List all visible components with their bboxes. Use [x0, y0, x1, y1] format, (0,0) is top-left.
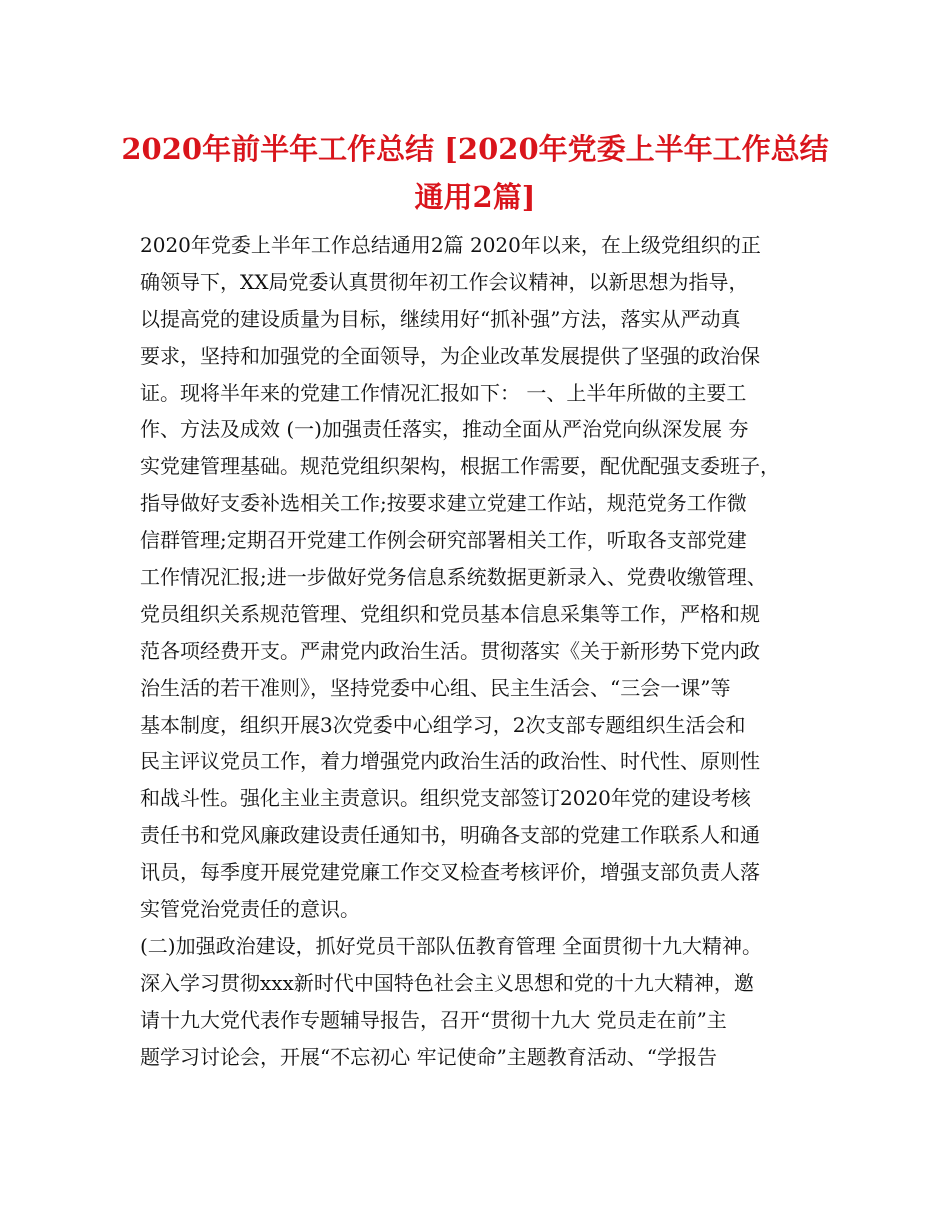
body-line: 实党建管理基础。规范党组织架构，根据工作需要，配优配强支委班子，: [140, 454, 780, 479]
body-line: 讯员，每季度开展党建党廉工作交叉检查考核评价，增强支部负责人落: [140, 860, 760, 885]
body-line: 题学习讨论会，开展“不忘初心 牢记使命”主题教育活动、“学报告: [140, 1044, 718, 1069]
body-line: 党员组织关系规范管理、党组织和党员基本信息采集等工作，严格和规: [140, 601, 760, 626]
body-line: 以提高党的建设质量为目标，继续用好“抓补强”方法，落实从严动真: [140, 306, 741, 331]
body-line: 基本制度，组织开展3次党委中心组学习，2次支部专题组织生活会和: [140, 712, 746, 737]
body-line: 责任书和党风廉政建设责任通知书，明确各支部的党建工作联系人和通: [140, 823, 760, 848]
body-line: 要求，坚持和加强党的全面领导，为企业改革发展提供了坚强的政治保: [140, 343, 760, 368]
body-line: 工作情况汇报;进一步做好党务信息系统数据更新录入、党费收缴管理、: [140, 565, 767, 590]
body-line: 证。现将半年来的党建工作情况汇报如下： 一、上半年所做的主要工: [140, 380, 747, 405]
document-body: [140, 227, 830, 1075]
body-line: 治生活的若干准则》，坚持党委中心组、民主生活会、“三会一课”等: [140, 675, 731, 700]
body-line: 民主评议党员工作，着力增强党内政治生活的政治性、时代性、原则性: [140, 749, 760, 774]
body-line: 请十九大党代表作专题辅导报告，召开“贯彻十九大 党员走在前”主: [140, 1007, 727, 1032]
document-title-line-2: 通用2篇]: [414, 180, 536, 214]
body-line: 确领导下，XX局党委认真贯彻年初工作会议精神，以新思想为指导，: [140, 269, 749, 294]
body-line: 信群管理;定期召开党建工作例会研究部署相关工作，听取各支部党建: [140, 528, 747, 553]
body-line: 2020年党委上半年工作总结通用2篇 2020年以来，在上级党组织的正: [140, 233, 761, 257]
body-line: 指导做好支委补选相关工作;按要求建立党建工作站，规范党务工作微: [140, 491, 747, 516]
body-line: 和战斗性。强化主业主责意识。组织党支部签订2020年党的建设考核: [140, 786, 751, 811]
body-line: 范各项经费开支。严肃党内政治生活。贯彻落实《关于新形势下党内政: [140, 638, 760, 663]
document-title-line-1: 2020年前半年工作总结 [2020年党委上半年工作总结: [121, 132, 829, 166]
body-line: 实管党治党责任的意识。: [140, 897, 360, 922]
body-line: (二)加强政治建设，抓好党员干部队伍教育管理 全面贯彻十九大精神。: [140, 933, 762, 958]
body-line: 深入学习贯彻xxx新时代中国特色社会主义思想和党的十九大精神，邀: [140, 970, 754, 995]
body-line: 作、方法及成效 (一)加强责任落实，推动全面从严治党向纵深发展 夯: [140, 417, 749, 442]
